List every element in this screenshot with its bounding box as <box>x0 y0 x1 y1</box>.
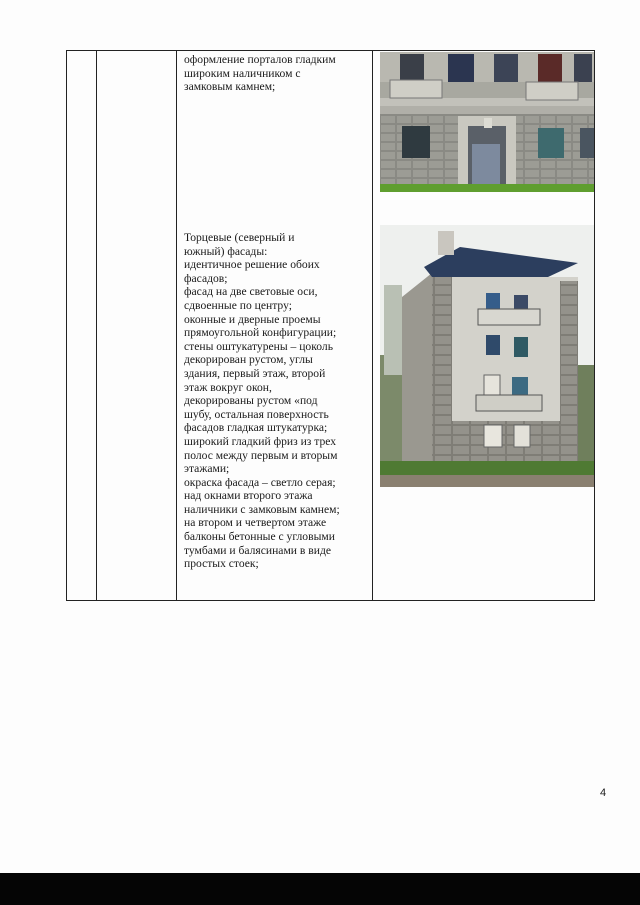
description-line: оконные и дверные проемы <box>184 312 321 326</box>
description-line: широкий гладкий фриз из трех <box>184 434 337 448</box>
description-line: тумбами и балясинами в виде <box>184 543 331 557</box>
description-line: Торцевые (северный и <box>184 231 295 244</box>
description-line: полос между первым и вторым <box>184 448 338 462</box>
description-line: южный) фасады: <box>184 244 268 258</box>
description-line: декорирован рустом, углы <box>184 353 313 367</box>
table-row <box>67 51 595 601</box>
table-cell-description <box>177 51 373 601</box>
portal-description-text <box>177 51 372 231</box>
scan-bottom-edge <box>0 873 640 905</box>
facade-description-table <box>66 50 595 601</box>
description-line: прямоугольной конфигурации; <box>184 326 337 340</box>
description-line: на втором и четвертом этаже <box>184 516 327 530</box>
description-line: фасадов гладкая штукатурка; <box>184 421 328 435</box>
table-cell-number <box>67 51 97 601</box>
building-end-facade-photo <box>380 225 594 487</box>
building-entrance-photo <box>380 52 594 192</box>
description-line: шубу, остальная поверхность <box>184 407 329 421</box>
description-line: окраска фасада – светло серая; <box>184 475 336 489</box>
description-line: над окнами второго этажа <box>184 489 313 503</box>
table-cell-photos <box>373 51 595 601</box>
description-line: широким наличником с <box>184 66 301 80</box>
description-line: сдвоенные по центру; <box>184 298 292 312</box>
description-line: этаж вокруг окон, <box>184 380 272 394</box>
description-line: замковым камнем; <box>184 80 276 94</box>
description-line: балконы бетонные с угловыми <box>184 530 335 544</box>
description-line: оформление порталов гладким <box>184 53 336 66</box>
description-line: фасадов; <box>184 271 228 285</box>
description-line: простых стоек; <box>184 557 259 571</box>
description-line: наличники с замковым камнем; <box>184 502 340 516</box>
description-line: идентичное решение обоих <box>184 258 320 272</box>
description-line: здания, первый этаж, второй <box>184 366 326 380</box>
description-line: стены оштукатурены – цоколь <box>184 339 333 353</box>
page-number: 4 <box>600 787 607 799</box>
description-line: декорированы рустом «под <box>184 394 318 408</box>
table-cell-element <box>97 51 177 601</box>
end-facade-description-text <box>177 231 372 571</box>
description-line: этажами; <box>184 462 230 476</box>
description-line: фасад на две световые оси, <box>184 285 318 299</box>
